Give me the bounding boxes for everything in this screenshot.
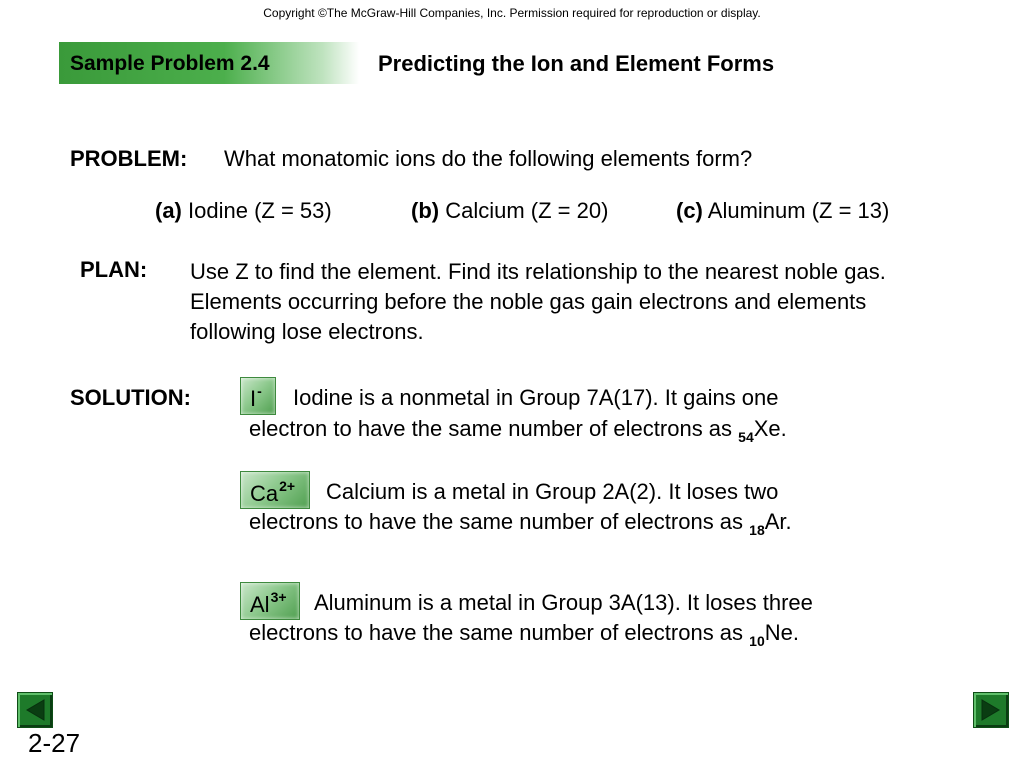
noble-gas-symbol: Ar. <box>764 509 792 534</box>
problem-label: PROBLEM: <box>70 146 188 171</box>
ion-iodine <box>250 383 262 412</box>
part-b-text: Calcium (Z = 20) <box>445 198 609 223</box>
ion-aluminum <box>250 589 287 618</box>
noble-gas-symbol: Xe. <box>753 416 787 441</box>
problem-text: What monatomic ions do the following elements form? <box>224 146 753 171</box>
part-c <box>676 198 889 224</box>
part-a-letter: (a) <box>155 198 182 223</box>
slide-number: 2-27 <box>28 728 81 758</box>
noble-gas-symbol: Ne. <box>764 620 799 645</box>
line2-text: electrons to have the same number of electrons as <box>249 620 750 645</box>
page-title: Predicting the Ion and Element Forms <box>378 51 775 76</box>
noble-gas-subscript: 18 <box>749 522 765 538</box>
part-a-text: Iodine (Z = 53) <box>188 198 332 223</box>
plan-text: Use Z to find the element. Find its relationship to the nearest noble gas. Elements occurring before the noble gas gain electrons and elements following lose electrons. <box>190 259 886 344</box>
next-slide-button[interactable] <box>973 692 1009 728</box>
copyright-notice: Copyright ©The McGraw-Hill Companies, Inc. Permission required for reproduction or display. <box>263 6 761 20</box>
ion-symbol: Al <box>250 592 270 617</box>
previous-slide-button[interactable] <box>17 692 53 728</box>
solution-iodine-line2 <box>249 416 787 445</box>
part-b-letter: (b) <box>411 198 440 223</box>
line2-text: electrons to have the same number of electrons as <box>249 509 750 534</box>
part-a <box>155 198 332 224</box>
solution-calcium-line2 <box>249 509 792 538</box>
line2-text: electron to have the same number of electrons as <box>249 416 739 441</box>
part-c-letter: (c) <box>676 198 703 223</box>
ion-symbol: I <box>250 386 257 411</box>
solution-iodine-line1: Iodine is a nonmetal in Group 7A(17). It gains one <box>293 385 779 410</box>
plan-label: PLAN: <box>80 257 148 282</box>
solution-aluminum-line2 <box>249 620 799 649</box>
triangle-right-icon <box>974 693 1008 727</box>
ion-charge: 2+ <box>279 478 296 494</box>
solution-aluminum-line1: Aluminum is a metal in Group 3A(13). It loses three <box>314 590 813 615</box>
solution-label: SOLUTION: <box>70 385 191 410</box>
solution-calcium-line1: Calcium is a metal in Group 2A(2). It loses two <box>326 479 779 504</box>
ion-calcium <box>250 478 295 507</box>
part-b <box>411 198 608 224</box>
ion-symbol: Ca <box>250 481 279 506</box>
part-c-text: Aluminum (Z = 13) <box>707 198 890 223</box>
triangle-left-icon <box>18 693 52 727</box>
sample-problem-label: Sample Problem 2.4 <box>70 52 270 75</box>
ion-charge: - <box>257 383 262 399</box>
noble-gas-subscript: 54 <box>738 429 754 445</box>
ion-charge: 3+ <box>270 589 287 605</box>
noble-gas-subscript: 10 <box>749 633 765 649</box>
